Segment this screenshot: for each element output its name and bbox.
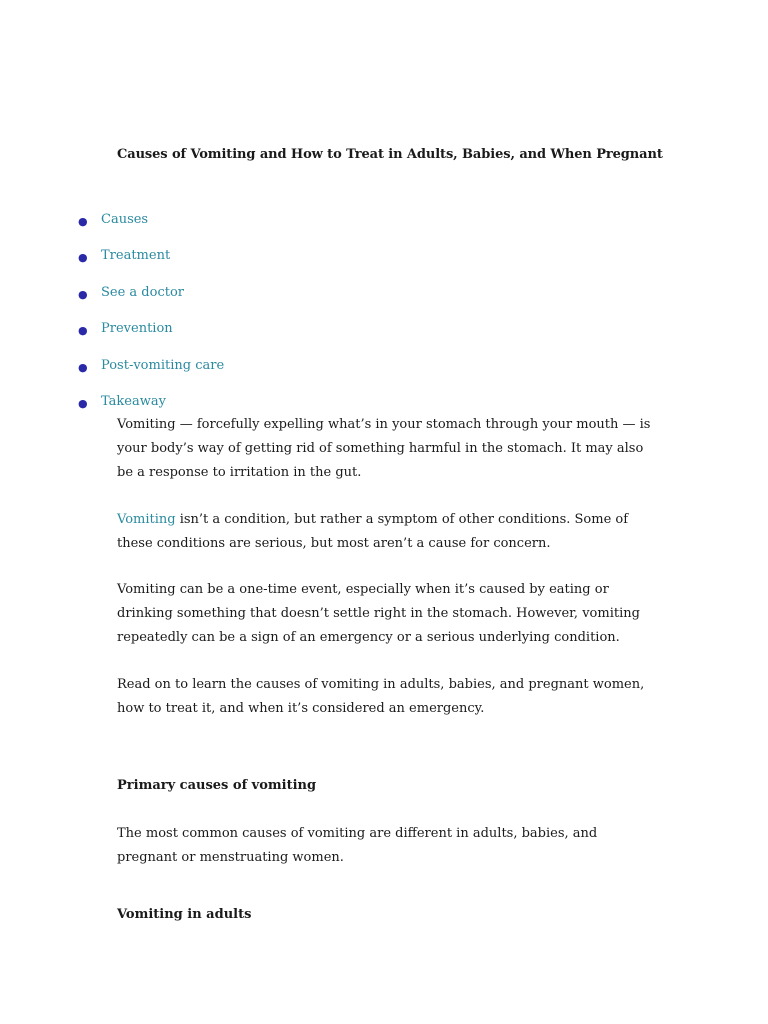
toc-item-prevention bbox=[78, 319, 224, 355]
toc-link-causes[interactable]: Causes bbox=[101, 212, 149, 227]
toc-link-see-a-doctor[interactable]: See a doctor bbox=[101, 284, 185, 300]
toc-link-prevention[interactable]: Prevention bbox=[101, 321, 173, 337]
bullet-icon: ● bbox=[78, 396, 88, 410]
paragraph-symptom bbox=[117, 508, 657, 556]
paragraph-read-on: Read on to learn the causes of vomiting in adults, babies, and pregnant women, how to treat it, and when it’s considered an emergency. bbox=[117, 677, 645, 716]
toc-item-see-a-doctor bbox=[78, 283, 224, 319]
paragraph-intro: Vomiting — forcefully expelling what’s in your stomach through your mouth — is your body’s way of getting rid of something harmful in the stomach. It may also be a response to irritation in the gut. bbox=[117, 417, 651, 480]
toc-item-post-vomiting-care bbox=[78, 356, 224, 392]
heading-primary-causes: Primary causes of vomiting bbox=[117, 778, 317, 793]
paragraph-one-time-event: Vomiting can be a one-time event, especially when it’s caused by eating or drinking something that doesn’t settle right in the stomach. However, vomiting repeatedly can be a sign of an emergency or a serious underlying condition. bbox=[117, 582, 640, 645]
heading-vomiting-adults: Vomiting in adults bbox=[117, 907, 252, 922]
paragraph-symptom-text: isn’t a condition, but rather a symptom of other conditions. Some of these conditions are serious, but most aren’t a cause for concern. bbox=[117, 512, 629, 551]
document-title: Causes of Vomiting and How to Treat in Adults, Babies, and When Pregnant bbox=[117, 147, 663, 162]
paragraph-common-causes: The most common causes of vomiting are different in adults, babies, and pregnant or menstruating women. bbox=[117, 826, 598, 865]
bullet-icon: ● bbox=[78, 251, 88, 265]
bullet-icon: ● bbox=[78, 287, 88, 301]
table-of-contents bbox=[78, 210, 224, 428]
toc-item-treatment bbox=[78, 246, 224, 282]
vomiting-link[interactable]: Vomiting bbox=[117, 512, 176, 527]
toc-link-post-vomiting-care[interactable]: Post-vomiting care bbox=[101, 357, 225, 373]
toc-link-takeaway[interactable]: Takeaway bbox=[101, 393, 166, 409]
bullet-icon: ● bbox=[78, 215, 88, 228]
toc-link-treatment[interactable]: Treatment bbox=[101, 248, 171, 264]
bullet-icon: ● bbox=[78, 324, 88, 338]
bullet-icon: ● bbox=[78, 360, 88, 374]
toc-item-causes bbox=[78, 210, 224, 246]
